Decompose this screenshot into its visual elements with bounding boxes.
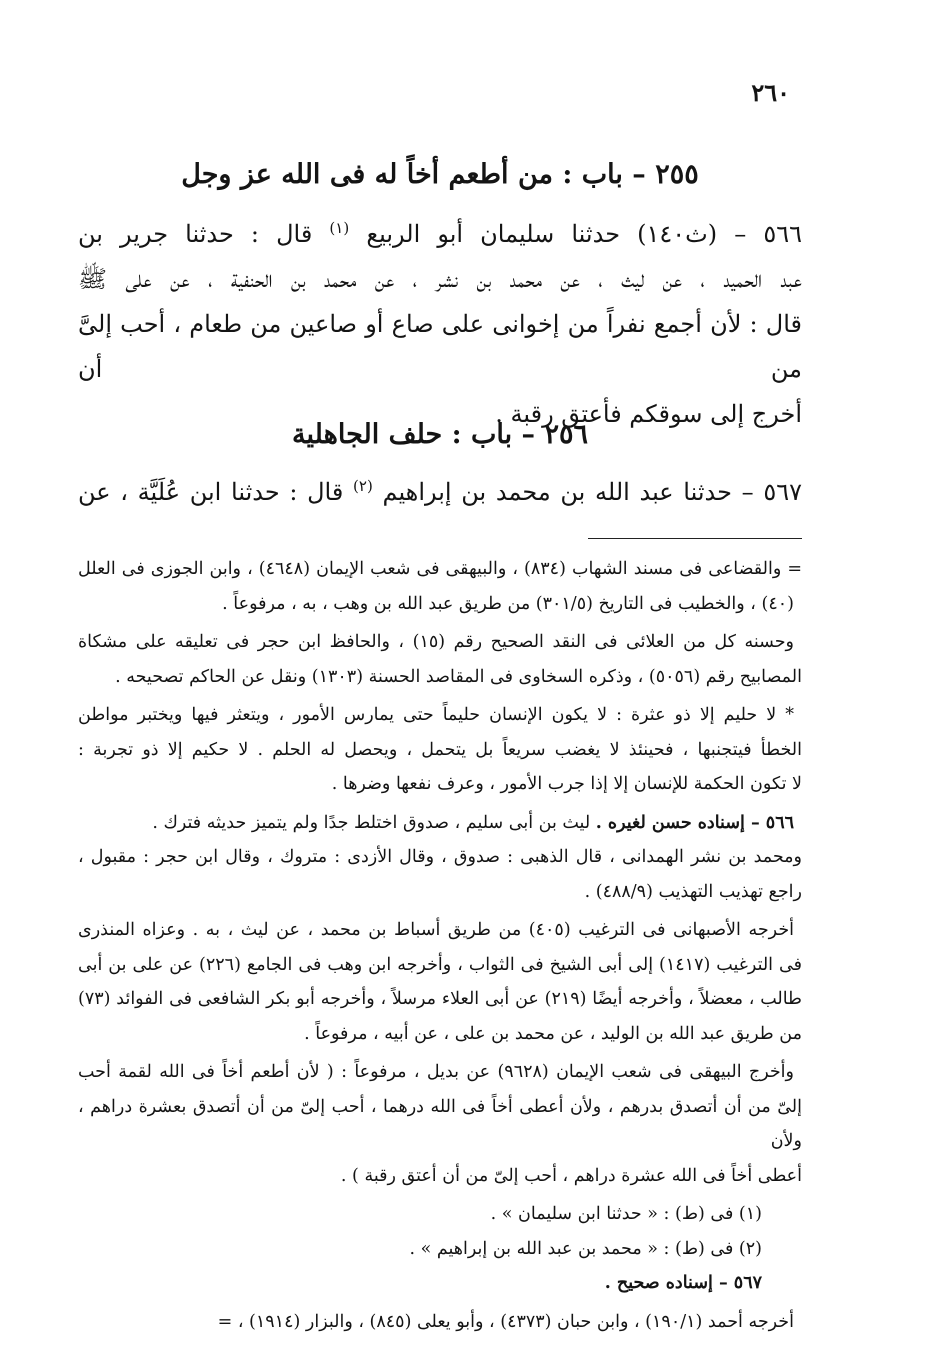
note-line: (٤٠) ، والخطيب فى التاريخ (٣٠١/٥) من طريق عبد الله بن وهب ، به ، مرفوعاً . bbox=[222, 593, 794, 614]
note-line: الخطأ فيتجنبها ، فحينئذ لا يغضب سريعاً بل يتحمل ، ويحصل له الحلم . لا حكيم إلا ذو تجربة : bbox=[78, 739, 802, 760]
footnote-1: (١) فى (ط) : « حدثنا ابن سليمان » . bbox=[490, 1204, 762, 1224]
footnote-marker: (٢) bbox=[353, 477, 373, 495]
hadith-566 bbox=[78, 212, 802, 437]
hadith-text: قال : حدثنا جرير بن bbox=[78, 220, 313, 248]
hadith-line bbox=[78, 212, 802, 257]
note-line: = والقضاعى فى مسند الشهاب (٨٣٤) ، والبيهقى فى شعب الإيمان (٤٦٤٨) ، وابن الجوزى فى العلل bbox=[78, 559, 802, 579]
note-line: فى الترغيب (١٤١٧) إلى أبى الشيخ فى الثواب ، وأخرجه ابن وهب فى الجامع (٢٢٦) عن على بن أبى bbox=[78, 954, 802, 975]
note-paragraph bbox=[78, 552, 802, 621]
hadith-text: ٥٦٧ – حدثنا عبد الله بن محمد بن إبراهيم bbox=[382, 478, 802, 506]
note-paragraph bbox=[78, 698, 802, 802]
note-line: أعطى أخاً فى الله عشرة دراهم ، أحب إلىّ من أن أعتق رقبة ) . bbox=[340, 1165, 802, 1186]
note-paragraph bbox=[78, 806, 802, 910]
note-line bbox=[78, 806, 802, 841]
note-line: ومحمد بن نشر الهمدانى ، قال الذهبى : صدوق ، وقال الأزدى : متروك ، وقال ابن حجر : مقبول ، bbox=[78, 847, 802, 867]
note-line: من طريق عبد الله بن الوليد ، عن محمد بن على ، عن أبيه ، مرفوعاً . bbox=[304, 1023, 802, 1044]
note-text: ليث بن أبى سليم ، صدوق اختلط جدًا ولم يتميز حديثه فترك . bbox=[152, 812, 591, 833]
hadith-grading: ٥٦٧ – إسناده صحيح . bbox=[604, 1273, 762, 1293]
note-line: إلىّ من أن أتصدق بدرهم ، ولأن أعطى أخاً فى الله درهما ، أحب إلىّ من أن أتصدق بعشرة دراهم ، ولأن bbox=[78, 1096, 802, 1151]
hadith-line: أخرج إلى سوقكم فأعتق رقبة . bbox=[495, 400, 802, 428]
footnote-divider bbox=[588, 538, 802, 539]
chapter-heading-256: ٢٥٦ – باب : حلف الجاهلية bbox=[292, 419, 588, 450]
hadith-grading: ٥٦٦ – إسناده حسن لغيره . bbox=[595, 812, 794, 833]
note-line: راجع تهذيب التهذيب (٤٨٨/٩) . bbox=[584, 881, 802, 902]
note-line: المصابيح رقم (٥٠٥٦) ، وذكره السخاوى فى المقاصد الحسنة (١٣٠٣) ونقل عن الحاكم تصحيحه . bbox=[115, 666, 802, 687]
hadith-line bbox=[78, 470, 802, 515]
note-paragraph bbox=[78, 913, 802, 1051]
hadith-line: عبد الحميد ، عن ليث ، عن محمد بن نشر ، عن محمد بن الحنفية ، عن على ﷺ bbox=[78, 265, 802, 293]
note-line: لا تكون الحكمة للإنسان إلا إذا جرب الأمور ، وعرف نفعها وضرها . bbox=[331, 774, 802, 794]
footnotes bbox=[78, 1197, 802, 1301]
hadith-line: قال : لأن أجمع نفراً من إخوانى على صاع أو صاعين من طعام ، أحب إلىَّ من أن bbox=[78, 310, 802, 383]
note-line: أخرجه أحمد (١٩٠/١) ، وابن حبان (٤٣٧٣) ، وأبو يعلى (٨٤٥) ، والبزار (١٩١٤) ، = bbox=[217, 1311, 794, 1332]
commentary-notes bbox=[78, 552, 802, 1343]
note-line: أخرجه الأصبهانى فى الترغيب (٤٠٥) من طريق أسباط بن محمد ، عن ليث ، به . وعزاه المنذرى bbox=[78, 920, 794, 940]
note-line: * لا حليم إلا ذو عثرة : لا يكون الإنسان حليماً حتى يمارس الأمور ، ويتعثر فيها ويختبر مواطن bbox=[78, 705, 794, 725]
note-paragraph bbox=[78, 625, 802, 694]
page-number: ٢٦٠ bbox=[751, 78, 790, 107]
footnote-2: (٢) فى (ط) : « محمد بن عبد الله بن إبراهيم » . bbox=[409, 1238, 762, 1259]
hadith-text: قال : حدثنا ابن عُلَيَّة ، عن bbox=[78, 478, 344, 506]
note-line: وأخرج البيهقى فى شعب الإيمان (٩٦٢٨) عن بديل ، مرفوعاً : ( لأن أطعم أخاً فى الله لقمة أحب bbox=[78, 1062, 795, 1082]
note-paragraph bbox=[78, 1305, 802, 1340]
hadith-567 bbox=[78, 470, 802, 515]
note-paragraph bbox=[78, 1055, 802, 1193]
note-line: طالب ، معضلاً ، وأخرجه أيضًا (٢١٩) عن أبى العلاء مرسلاً ، وأخرجه أبو بكر الشافعى فى الفوائد (٧٣) bbox=[78, 989, 802, 1009]
hadith-text: ٥٦٦ – (ث١٤٠) حدثنا سليمان أبو الربيع bbox=[366, 220, 802, 248]
footnote-marker: (١) bbox=[329, 219, 350, 237]
note-line: وحسنه كل من العلائى فى النقد الصحيح رقم (١٥) ، والحافظ ابن حجر فى تعليقه على مشكاة bbox=[78, 632, 794, 652]
chapter-heading-255: ٢٥٥ – باب : من أطعم أخاً له فى الله عز وجل bbox=[181, 159, 699, 190]
